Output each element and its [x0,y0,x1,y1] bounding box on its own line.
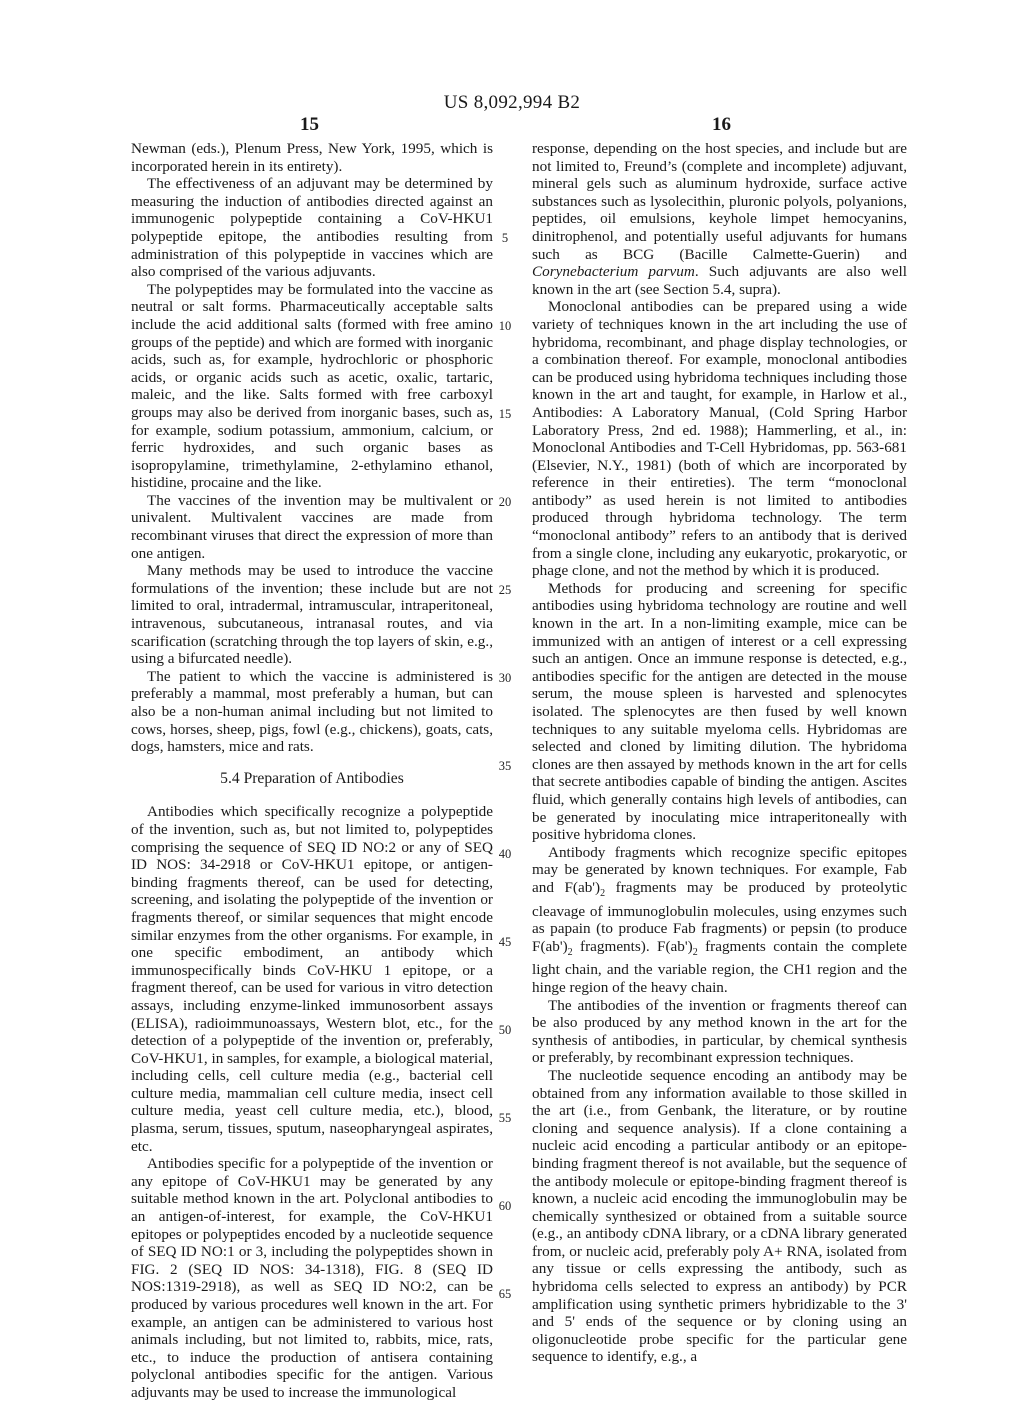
paragraph: Antibodies specific for a polypeptide of the invention or any epitope of CoV-HKU1 may be generated by any suitable method known in the art. Polyclonal antibodies to an antigen-of-interest, for example, the CoV-HKU1 epitopes or polypeptides encoded by a nucleotide sequence of SEQ ID NO:1 or 3, including the polypeptides shown in FIG. 2 (SEQ ID NOS: 34-1318), FIG. 8 (SEQ ID NOS:1319-2918), as well as SEQ ID NO:2, can be produced by various procedures well known in the art. For example, an antigen can be administered to various host animals including, but not limited to, rabbits, mice, rats, etc., to induce the production of antisera containing polyclonal antibodies specific for the antigen. Various adjuvants may be used to increase the immunological [131,1155,493,1401]
paragraph: The polypeptides may be formulated into the vaccine as neutral or salt forms. Pharmaceutically acceptable salts include the acid additional salts (formed with free amino groups of the peptide) and which are formed with inorganic acids, such as, for example, hydrochloric or phosphoric acids, or organic acids such as acetic, oxalic, tartaric, maleic, and the like. Salts formed with free carboxyl groups may also be derived from inorganic bases, such as, for example, sodium potassium, ammonium, calcium, or ferric hydroxides, and such organic bases as isopropylamine, trimethylamine, 2-ethylamino ethanol, histidine, procaine and the like. [131,280,494,492]
line-number: 30 [498,671,512,685]
line-number: 45 [498,935,512,949]
line-number: 20 [498,495,512,509]
paragraph: response, depending on the host species, and include but are not limited to, Freund’s (complete and incomplete) adjuvant, mineral gels such as aluminum hydroxide, surface active substances such as lysolecithin, pluronic polyols, polyanions, peptides, oil emulsions, keyhole limpet hemocyanins, dinitrophenol, and potentially useful adjuvants for humans such as BCG (Bacille Calmette-Guerin) and Corynebacterium parvum. Such adjuvants are also well known in the art (see Section 5.4, supra). [532,140,907,298]
line-number: 35 [498,759,512,773]
paragraph: The effectiveness of an adjuvant may be determined by measuring the induction of antibodies directed against an immunogenic polypeptide containing a CoV-HKU1 polypeptide epitope, the antibodies resulting from administration of this polypeptide in vaccines which are also comprised of the various adjuvants. [131,175,493,281]
italic-term: Corynebacterium parvum [532,263,695,281]
paragraph: Antibodies which specifically recognize a polypeptide of the invention, such as, but not limited to, polypeptides comprising the sequence of SEQ ID NO:2 or any of SEQ ID NOS: 34-2918 or CoV-HKU1 epitope, or antigen-binding fragments thereof, can be used for detecting, screening, and isolating the polypeptide of the invention or fragments thereof, or similar sequences that might encode similar enzymes from the other organisms. For example, in one specific embodiment, an antibody which immunospecifically binds CoV-HKU 1 epitope, or a fragment thereof, can be used for various in vitro detection assays, including enzyme-linked immunosorbent assays (ELISA), radioimmunoassays, Western blot, etc., for the detection of a polypeptide of the invention or, preferably, CoV-HKU1, in samples, for example, a biological material, including cells, cell culture media (e.g., bacterial cell culture media, mammalian cell culture media, insect cell culture media, yeast cell culture media, etc.), blood, plasma, serum, tissues, sputum, naseopharyngeal aspirates, etc. [131,803,493,1155]
line-number: 5 [501,231,509,245]
line-number: 55 [498,1111,512,1125]
line-number: 15 [498,407,512,421]
paragraph: The nucleotide sequence encoding an antibody may be obtained from any information available to those skilled in the art (i.e., from Genbank, the literature, or by routine cloning and sequence analysis). If a clone containing a nucleic acid encoding a particular antibody or an epitope-binding fragment thereof is not available, but the sequence of the antibody molecule or epitope-binding fragment thereof is known, a nucleic acid encoding the immunoglobulin may be chemically synthesized or obtained from a suitable source (e.g., an antibody cDNA library, or a cDNA library generated from, or nucleic acid, preferably poly A+ RNA, isolated from any tissue or cells expressing the antibody, such as hybridoma cells selected to express an antibody) by PCR amplification using synthetic primers hybridizable to the 3' and 5' ends of the sequence or by cloning using an oligonucleotide probe specific for the particular gene sequence to identify, e.g., a [532,1066,907,1366]
page-number-right: 16 [712,114,731,135]
line-number: 40 [498,847,512,861]
line-number: 10 [498,319,512,333]
left-column [131,140,493,1402]
paragraph: The antibodies of the invention or fragments thereof can be also produced by any method known in the art for the synthesis of antibodies, in particular, by chemical synthesis or preferably, by recombinant expression techniques. [532,996,907,1067]
paragraph: Many methods may be used to introduce the vaccine formulations of the invention; these include but are not limited to oral, intradermal, intramuscular, intraperitoneal, intravenous, subcutaneous, intranasal routes, and via scarification (scratching through the top layers of skin, e.g., using a bifurcated needle). [131,562,493,668]
patent-number: US 8,092,994 B2 [443,92,581,113]
line-number: 60 [498,1199,512,1213]
paragraph: The vaccines of the invention may be multivalent or univalent. Multivalent vaccines are made from recombinant viruses that direct the expression of more than one antigen. [131,491,493,562]
paragraph: Monoclonal antibodies can be prepared using a wide variety of techniques known in the art including the use of hybridoma, recombinant, and phage display technologies, or a combination thereof. For example, monoclonal antibodies can be produced using hybridoma techniques including those known in the art and taught, for example, in Harlow et al., Antibodies: A Laboratory Manual, (Cold Spring Harbor Laboratory Press, 2nd ed. 1988); Hammerling, et al., in: Monoclonal Antibodies and T-Cell Hybridomas, pp. 563-681 (Elsevier, N.Y., 1981) (both of which are incorporated by reference in their entireties). The term “monoclonal antibody” as used herein is not limited to antibodies produced through hybridoma technology. The term “monoclonal antibody” refers to an antibody that is derived from a single clone, including any eukaryotic, prokaryotic, or phage clone, and not the method by which it is produced. [532,298,907,580]
right-column [532,140,907,1366]
line-number: 50 [498,1023,512,1037]
paragraph: Antibody fragments which recognize specific epitopes may be generated by known techniques. For example, Fab and $F(ab')_2$ fragments may be produced by proteolytic cleavage of immunoglobulin molecules, using enzymes such as papain (to produce Fab fragments) or pepsin (to produce $F(ab')_2$ fragments). $F(ab')_2$ fragments contain the complete light chain, and the variable region, the CH1 region and the hinge region of the heavy chain. [532,843,908,996]
paragraph: Newman (eds.), Plenum Press, New York, 1995, which is incorporated herein in its entirety). [131,140,493,175]
section-heading: 5.4 Preparation of Antibodies [220,769,404,787]
line-number: 25 [498,583,512,597]
paragraph: Methods for producing and screening for specific antibodies using hybridoma technology are routine and well known in the art. In a non-limiting example, mice can be immunized with an antigen of interest or a cell expressing such an antigen. Once an immune response is detected, e.g., antibodies specific for the antigen are detected in the mouse serum, the mouse spleen is harvested and splenocytes isolated. The splenocytes are then fused by well known techniques to any suitable myeloma cells. Hybridomas are selected and cloned by limiting dilution. The hybridoma clones are then assayed by methods known in the art for cells that secrete antibodies capable of binding the antigen. Ascites fluid, which generally contains high levels of antibodies, can be generated by inoculating mice intraperitoneally with positive hybridoma clones. [532,579,907,844]
paragraph: The patient to which the vaccine is administered is preferably a mammal, most preferably a human, but can also be a non-human animal including but not limited to cows, horses, sheep, pigs, fowl (e.g., chickens), goats, cats, dogs, hamsters, mice and rats. [131,667,493,756]
line-number: 65 [498,1287,512,1301]
page-number-left: 15 [300,114,319,135]
